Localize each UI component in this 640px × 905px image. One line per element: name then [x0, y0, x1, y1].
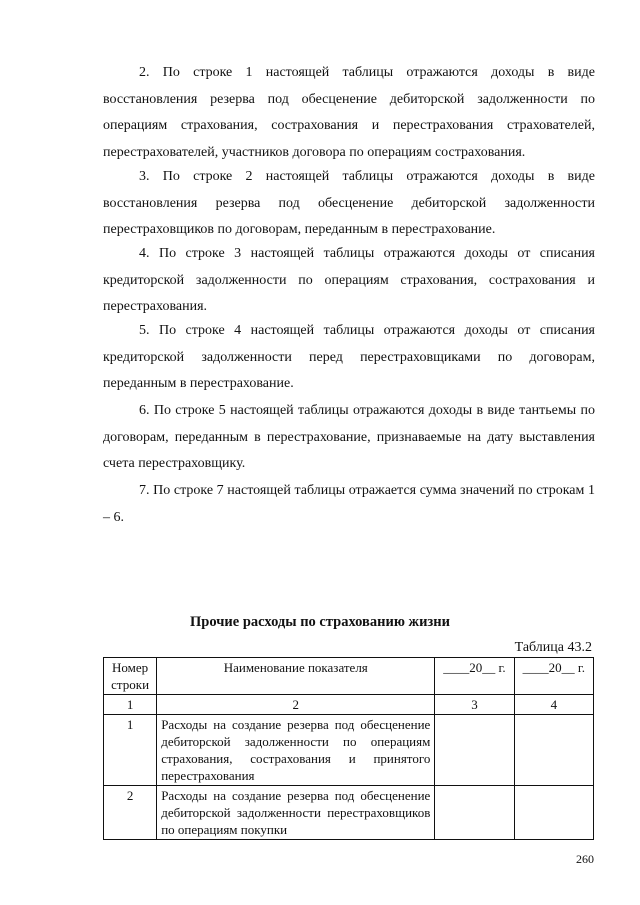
- paragraph-3: 3. По строке 2 настоящей таблицы отражаются доходы в виде восстановления резерва под обесценение дебиторской задолженности перестраховщиков по договорам, переданным в перестрахование.: [103, 169, 595, 237]
- paragraph-5: 5. По строке 4 настоящей таблицы отражаются доходы от списания кредиторской задолженности перед перестраховщиками по договорам, переданным в перестрахование.: [103, 323, 595, 391]
- column-numbering-row: [104, 695, 594, 715]
- paragraph-2: 2. По строке 1 настоящей таблицы отражаются доходы в виде восстановления резерва под обесценение дебиторской задолженности по операциям страхования, сострахования и перестрахования страхователей, перестрахователей, участников договора по операциям сострахования.: [103, 65, 595, 160]
- table-row: [104, 786, 594, 840]
- row-value-period-1: [435, 715, 514, 786]
- paragraph-4: 4. По строке 3 настоящей таблицы отражаются доходы от списания кредиторской задолженности по операциям страхования, сострахования и перестрахования.: [103, 246, 595, 314]
- header-row-number: Номер строки: [104, 658, 157, 695]
- row-indicator-name: Расходы на создание резерва под обесценение дебиторской задолженности перестраховщиков по операциям покупки: [157, 786, 435, 840]
- header-period-2: ____20__ г.: [514, 658, 593, 695]
- row-value-period-2: [514, 715, 593, 786]
- table-label: Таблица 43.2: [514, 640, 592, 655]
- column-number: 3: [435, 695, 514, 715]
- column-number: 1: [104, 695, 157, 715]
- paragraph-7: 7. По строке 7 настоящей таблицы отражается сумма значений по строкам 1 – 6.: [103, 483, 595, 525]
- column-number: 4: [514, 695, 593, 715]
- column-number: 2: [157, 695, 435, 715]
- row-number: 2: [104, 786, 157, 840]
- table-heading: Прочие расходы по страхованию жизни: [190, 614, 450, 630]
- expenses-table: [103, 657, 594, 840]
- page-number: 260: [576, 852, 594, 866]
- header-indicator-name: Наименование показателя: [157, 658, 435, 695]
- row-value-period-1: [435, 786, 514, 840]
- row-value-period-2: [514, 786, 593, 840]
- table-header-row: [104, 658, 594, 695]
- table-row: [104, 715, 594, 786]
- paragraph-6: 6. По строке 5 настоящей таблицы отражаются доходы в виде тантьемы по договорам, переданным в перестрахование, признаваемые на дату выставления счета перестраховщику.: [103, 403, 595, 471]
- row-number: 1: [104, 715, 157, 786]
- header-period-1: ____20__ г.: [435, 658, 514, 695]
- row-indicator-name: Расходы на создание резерва под обесценение дебиторской задолженности по операциям страхования, сострахования и принятого перестрахования: [157, 715, 435, 786]
